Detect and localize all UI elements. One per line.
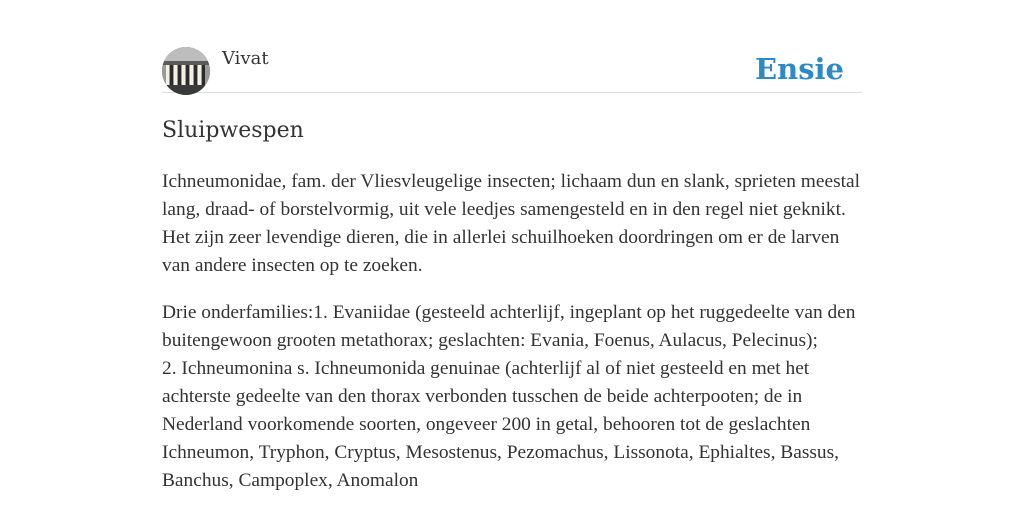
article-paragraph: Ichneumonidae, fam. der Vliesvleugelige insecten; lichaam dun en slank, sprieten meestal lang, draad- of borstelvormig, uit vele leedjes samengesteld en in den regel niet geknikt. Het zijn zeer levendige dieren, die in allerlei schuilhoeken doordringen om er de larven van andere insecten op te zoeken.	[162, 171, 861, 276]
author-avatar[interactable]	[162, 47, 210, 95]
avatar-image-icon	[162, 47, 210, 95]
paragraph-line: 2. Ichneumonina s. Ichneumonida genuinae (achterlijf al of niet gesteeld en met het achterste gedeelte van den thorax verbonden tusschen de beide achterpooten; de in Nederland voorkomende soorten, ongeveer 200 in getal, behooren tot de geslachten Ichneumon, Tryphon, Cryptus, Mesostenus, Pezomachus, Lissonota, Ephialtes, Bassus, Banchus, Campoplex, Anomalon	[162, 358, 840, 491]
article-body	[162, 168, 862, 512]
site-logo[interactable]: Ensie	[755, 52, 844, 86]
article-title: Sluipwespen	[162, 118, 304, 143]
author-name[interactable]: Vivat	[222, 48, 269, 69]
page-header	[162, 44, 862, 93]
article-paragraph	[162, 299, 862, 495]
paragraph-line: Drie onderfamilies:1. Evaniidae (gesteeld achterlijf, ingeplant op het ruggedeelte van den buitengewoon grooten metathorax; geslachten: Evania, Foenus, Aulacus, Pelecinus);	[162, 302, 856, 351]
